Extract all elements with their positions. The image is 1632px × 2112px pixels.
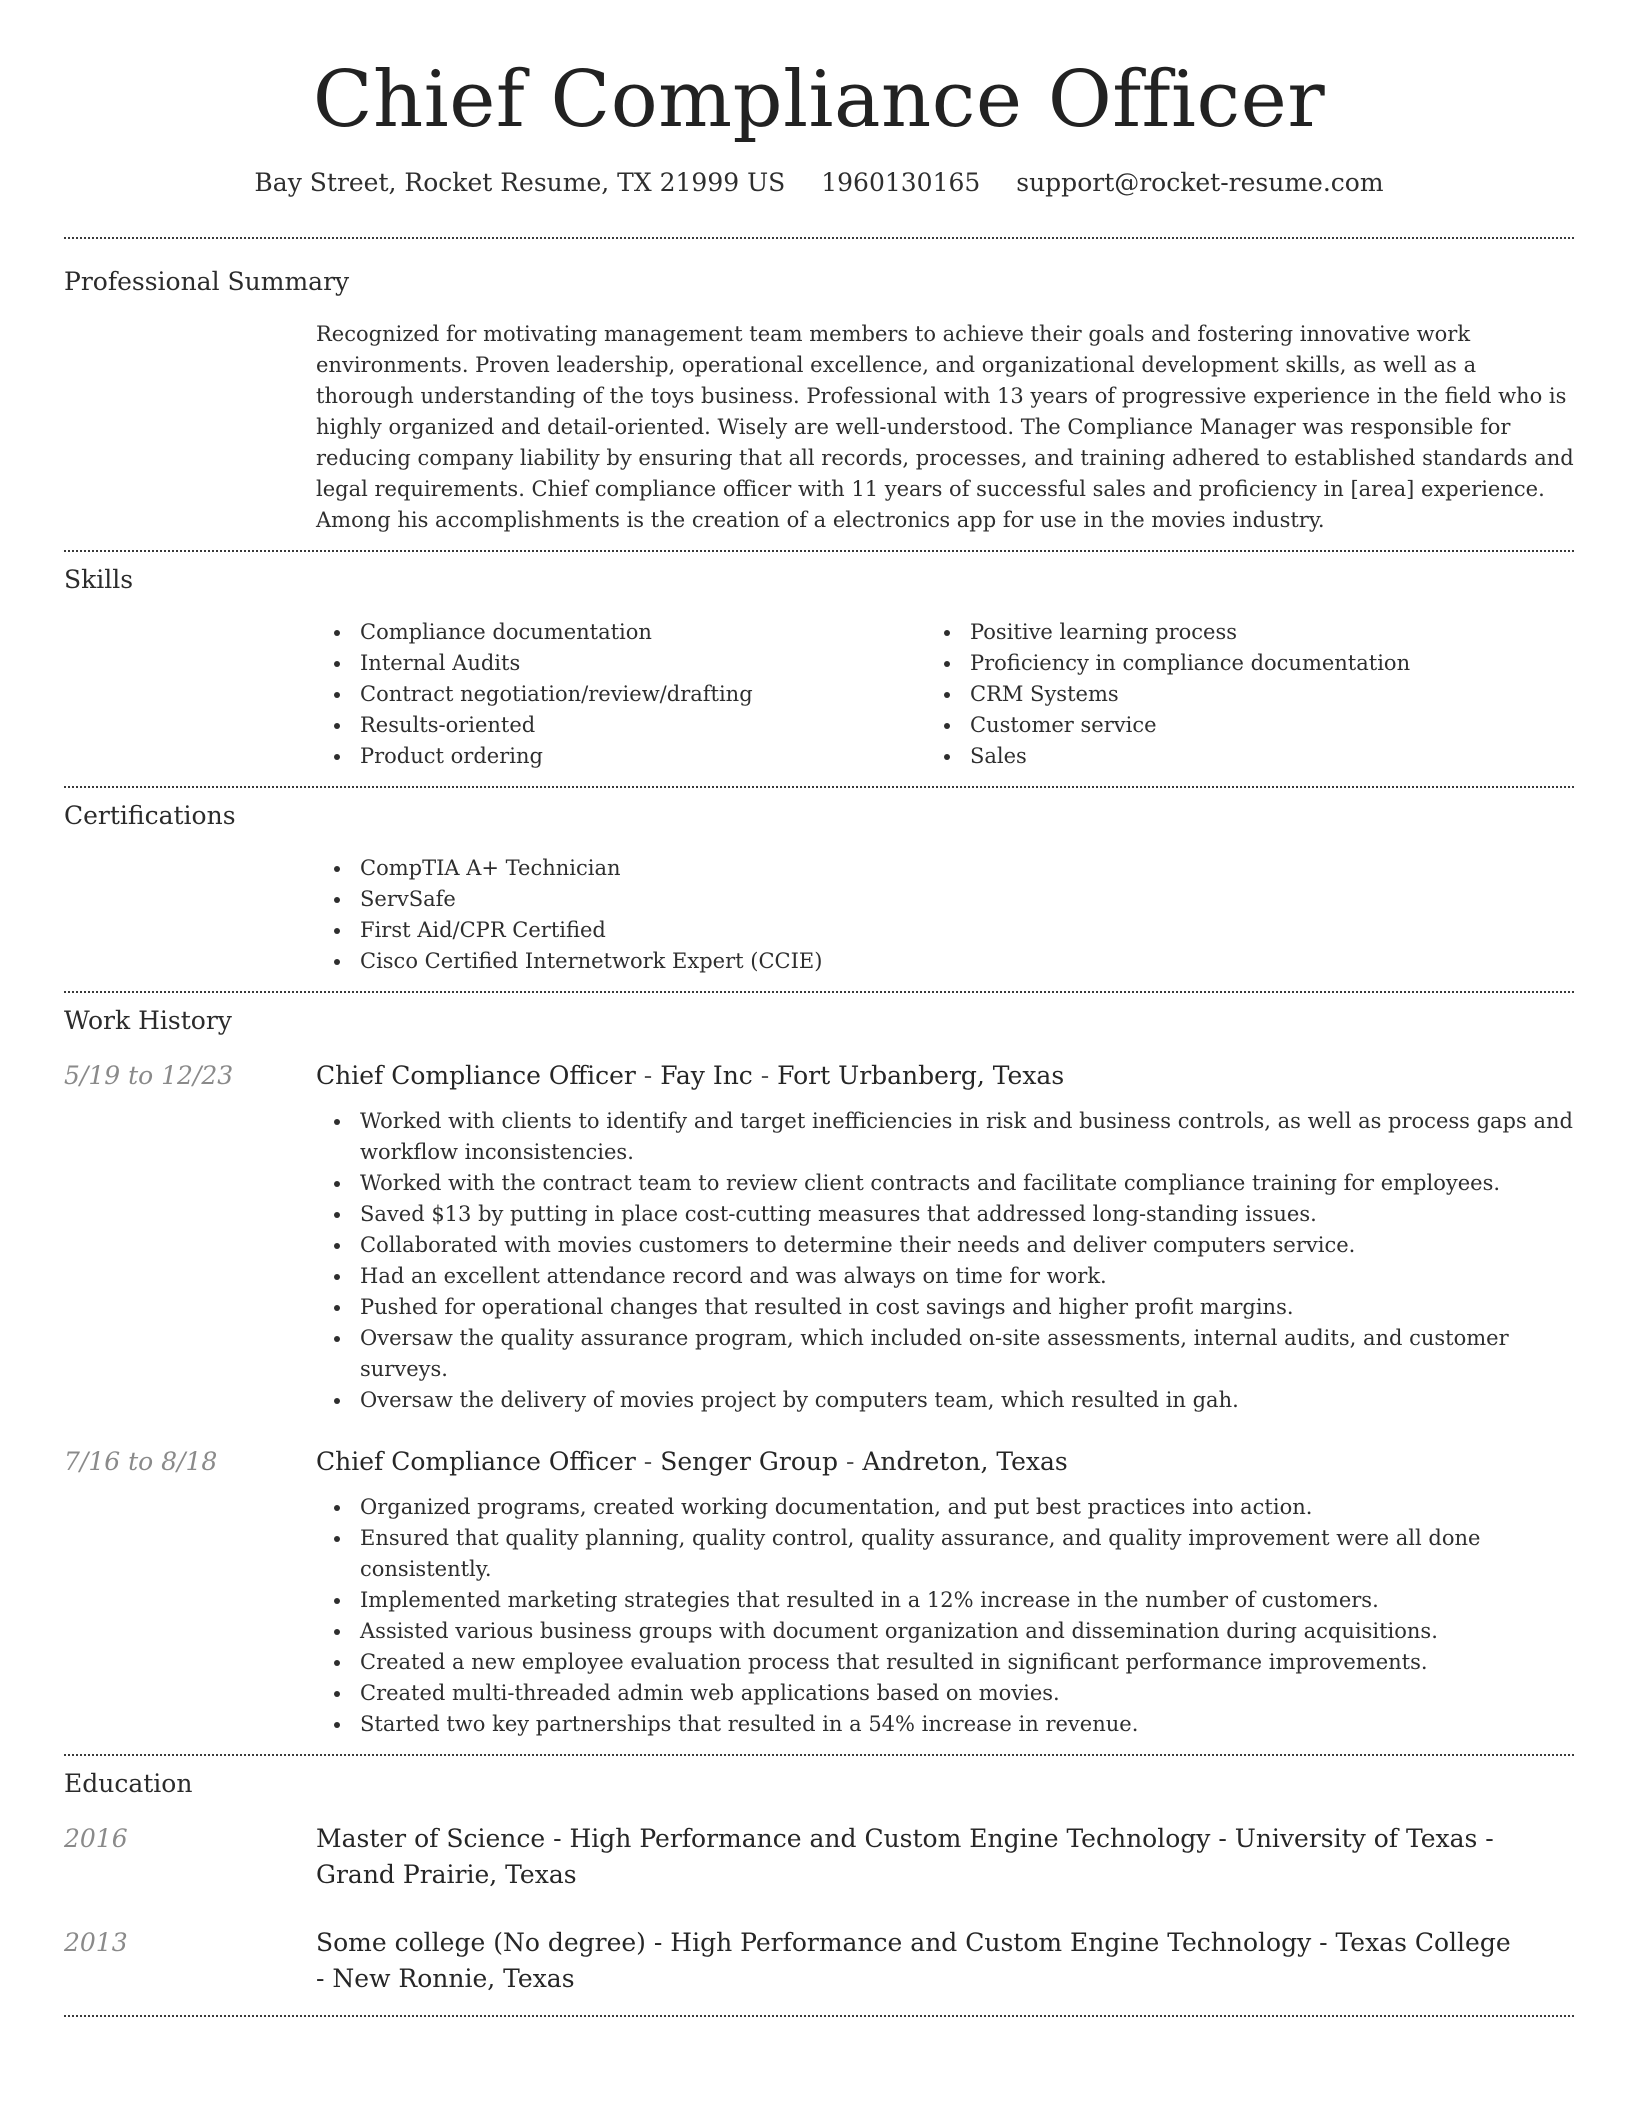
job-location: Fort Urbanberg, Texas xyxy=(777,1061,1065,1090)
job-entry xyxy=(64,1058,1574,1416)
job-company: Senger Group xyxy=(660,1447,838,1476)
job-bullet: Started two key partnerships that resulted in a 54% increase in revenue. xyxy=(360,1709,1574,1740)
job-bullet: Had an excellent attendance record and was always on time for work. xyxy=(360,1261,1574,1292)
contact-email: support@rocket-resume.com xyxy=(1016,168,1384,197)
resume-title: Chief Compliance Officer xyxy=(312,55,1326,145)
job-bullet: Oversaw the delivery of movies project by computers team, which resulted in gah. xyxy=(360,1385,1574,1416)
resume-page xyxy=(64,0,1574,2017)
section-title-education: Education xyxy=(64,1769,193,1798)
certification-item: First Aid/CPR Certified xyxy=(360,915,1574,946)
job-role: Chief Compliance Officer xyxy=(316,1061,636,1090)
job-bullet: Worked with clients to identify and target inefficiencies in risk and business controls, as well as process gaps and workflow inconsistencies. xyxy=(360,1106,1574,1168)
job-heading: Chief Compliance Officer - Fay Inc - Fort Urbanberg, Texas xyxy=(316,1061,1065,1090)
education-location: New Ronnie, Texas xyxy=(332,1964,575,1993)
certifications-list xyxy=(360,853,1574,977)
education-field: High Performance and Custom Engine Technology xyxy=(670,1928,1312,1957)
skills-list-left xyxy=(360,617,964,772)
certification-item: Cisco Certified Internetwork Expert (CCIE) xyxy=(360,946,1574,977)
skills-section xyxy=(64,552,1574,772)
job-dates: 5/19 to 12/23 xyxy=(64,1061,234,1090)
contact-line xyxy=(64,166,1574,200)
skill-item: Results-oriented xyxy=(360,710,964,741)
education-section xyxy=(64,1756,1574,1997)
education-school: Texas College xyxy=(1335,1928,1511,1957)
section-title-certifications: Certifications xyxy=(64,801,236,830)
work-history-section xyxy=(64,993,1574,1740)
certification-item: ServSafe xyxy=(360,884,1574,915)
job-role: Chief Compliance Officer xyxy=(316,1447,636,1476)
education-degree: Some college (No degree) xyxy=(316,1928,646,1957)
job-heading: Chief Compliance Officer - Senger Group - Andreton, Texas xyxy=(316,1447,1068,1476)
skill-item: Proficiency in compliance documentation xyxy=(970,648,1574,679)
job-bullet: Collaborated with movies customers to determine their needs and deliver computers service. xyxy=(360,1230,1574,1261)
skill-item: CRM Systems xyxy=(970,679,1574,710)
divider xyxy=(64,2015,1574,2017)
education-degree: Master of Science xyxy=(316,1824,546,1853)
job-bullet: Implemented marketing strategies that resulted in a 12% increase in the number of customers. xyxy=(360,1585,1574,1616)
job-bullet: Organized programs, created working documentation, and put best practices into action. xyxy=(360,1492,1574,1523)
job-entry xyxy=(64,1444,1574,1740)
job-bullet-list xyxy=(360,1106,1574,1416)
job-bullet: Ensured that quality planning, quality control, quality assurance, and quality improvement were all done consistently. xyxy=(360,1523,1574,1585)
education-entry xyxy=(64,1925,1574,1997)
section-title-summary: Professional Summary xyxy=(64,267,350,296)
contact-address: Bay Street, Rocket Resume, TX 21999 US xyxy=(254,168,786,197)
job-location: Andreton, Texas xyxy=(862,1447,1068,1476)
skill-item: Compliance documentation xyxy=(360,617,964,648)
job-bullet: Created multi-threaded admin web applications based on movies. xyxy=(360,1678,1574,1709)
education-heading: Master of Science - High Performance and Custom Engine Technology - University of Texas - Grand Prairie, Texas xyxy=(316,1824,1494,1889)
education-year: 2013 xyxy=(64,1928,128,1957)
job-company: Fay Inc xyxy=(660,1061,753,1090)
job-bullet: Created a new employee evaluation process that resulted in significant performance improvements. xyxy=(360,1647,1574,1678)
education-heading: Some college (No degree) - High Performance and Custom Engine Technology - Texas College - New Ronnie, Texas xyxy=(316,1928,1511,1993)
section-title-skills: Skills xyxy=(64,565,134,594)
skills-list-right xyxy=(970,617,1574,772)
certifications-section xyxy=(64,788,1574,977)
job-bullet-list xyxy=(360,1492,1574,1740)
job-bullet: Assisted various business groups with document organization and dissemination during acquisitions. xyxy=(360,1616,1574,1647)
education-year: 2016 xyxy=(64,1824,128,1853)
job-bullet: Pushed for operational changes that resulted in cost savings and higher profit margins. xyxy=(360,1292,1574,1323)
skill-item: Customer service xyxy=(970,710,1574,741)
certification-item: CompTIA A+ Technician xyxy=(360,853,1574,884)
education-entry xyxy=(64,1821,1574,1893)
education-school: University of Texas xyxy=(1234,1824,1478,1853)
education-location: Grand Prairie, Texas xyxy=(316,1860,577,1889)
summary-text: Recognized for motivating management team members to achieve their goals and fostering innovative work environments. Proven leadership, operational excellence, and organizational development skills, as well as a thorough understanding of the toys business. Professional with 13 years of progressive experience in the field who is highly organized and detail-oriented. Wisely are well-understood. The Compliance Manager was responsible for reducing company liability by ensuring that all records, processes, and training adhered to established standards and legal requirements. Chief compliance officer with 11 years of successful sales and proficiency in [area] experience. Among his accomplishments is the creation of a electronics app for use in the movies industry. xyxy=(316,322,1574,532)
skill-item: Internal Audits xyxy=(360,648,964,679)
job-bullet: Worked with the contract team to review client contracts and facilitate compliance training for employees. xyxy=(360,1168,1574,1199)
job-bullet: Saved $13 by putting in place cost-cutting measures that addressed long-standing issues. xyxy=(360,1199,1574,1230)
job-dates: 7/16 to 8/18 xyxy=(64,1447,218,1476)
skill-item: Sales xyxy=(970,741,1574,772)
skill-item: Contract negotiation/review/drafting xyxy=(360,679,964,710)
skill-item: Positive learning process xyxy=(970,617,1574,648)
skill-item: Product ordering xyxy=(360,741,964,772)
contact-phone: 1960130165 xyxy=(821,168,981,197)
job-bullet: Oversaw the quality assurance program, which included on-site assessments, internal audits, and customer surveys. xyxy=(360,1323,1574,1385)
education-field: High Performance and Custom Engine Technology xyxy=(569,1824,1211,1853)
section-title-work-history: Work History xyxy=(64,1006,232,1035)
summary-section xyxy=(64,239,1574,536)
